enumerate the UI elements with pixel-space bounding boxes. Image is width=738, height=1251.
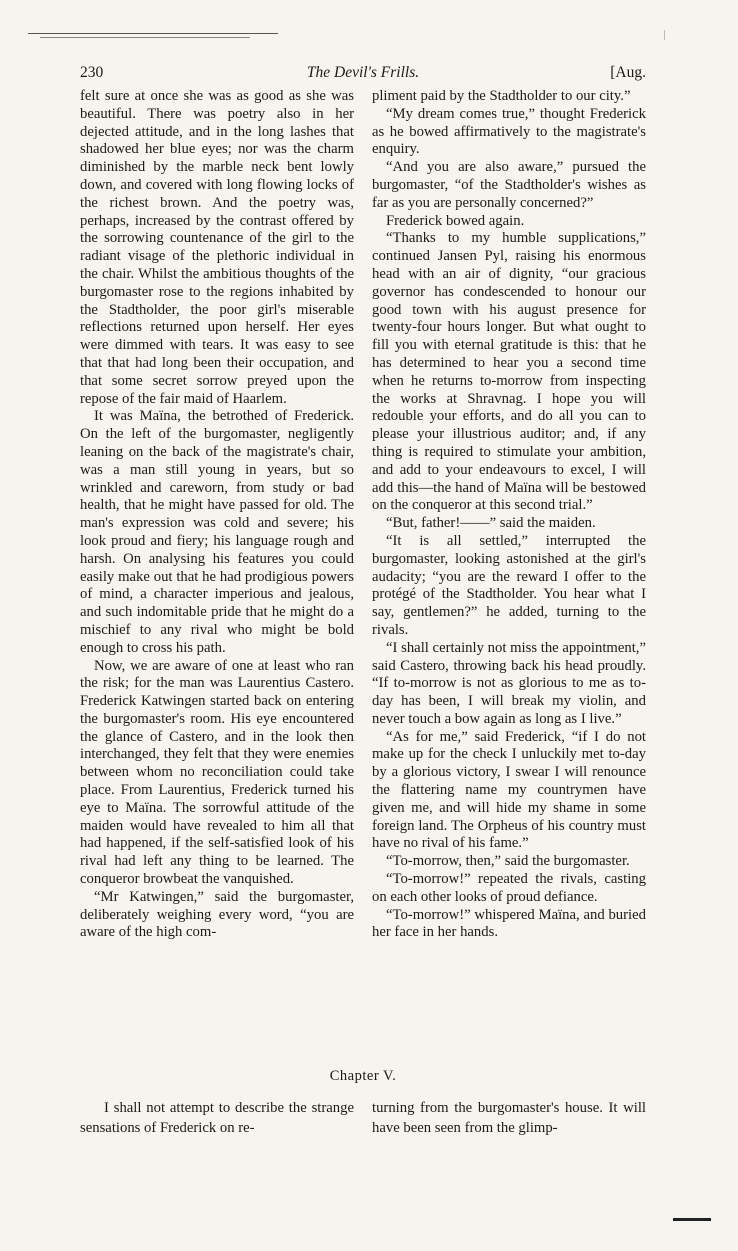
paragraph: “Thanks to my humble supplications,” continued Jansen Pyl, raising his enormous head with an air of dignity, “our gracious governor has condescended to honour our good town with his august presence for twenty-four hours longer. But what ought to fill you with eternal gratitude is this: that he has determined to hear you a second time when he returns to-morrow from inspecting the works at Shravnag. I hope you will redouble your efforts, and do all you can to please your illustrious auditor; and, if any thing is required to stimulate your ambition, and add to your endeavours to excel, I will add this—the hand of Maïna will be bestowed on the conqueror at this second trial.” bbox=[372, 230, 646, 514]
running-title: The Devil's Frills. bbox=[306, 64, 420, 81]
paragraph: “As for me,” said Frederick, “if I do not make up for the check I unluckily met to-day by a glorious victory, I swear I will renounce the flattering name my countrymen have given me, and will hide my shame in some foreign land. The Orpheus of his country must have no rival of his fame.” bbox=[372, 728, 646, 852]
chapter-right-column bbox=[372, 1099, 646, 1138]
paragraph: I shall not attempt to describe the strange sensations of Frederick on re- bbox=[80, 1100, 354, 1136]
right-column bbox=[372, 88, 646, 942]
paragraph: “My dream comes true,” thought Frederick as he bowed affirmatively to the magistrate's enquiry. bbox=[372, 105, 646, 158]
paragraph: Frederick bowed again. bbox=[386, 212, 525, 229]
paragraph: “But, father!——” said the maiden. bbox=[386, 515, 596, 532]
paragraph: “I shall certainly not miss the appointment,” said Castero, throwing back his head proudly. “If to-morrow is not as glorious to me as to-day has been, I will break my violin, and never touch a bow again as long as I live.” bbox=[372, 639, 646, 727]
page-header bbox=[80, 64, 646, 86]
paragraph: turning from the burgomaster's house. It will have been seen from the glimp- bbox=[372, 1100, 646, 1136]
chapter-heading: Chapter V. bbox=[329, 1068, 397, 1084]
corner-mark bbox=[673, 1218, 711, 1221]
margin-mark bbox=[664, 30, 665, 40]
page-number: 230 bbox=[80, 64, 104, 81]
paragraph: felt sure at once she was as good as she was beautiful. There was poetry also in her dejected attitude, and in the long lashes that shadowed her blue eyes; nor was the charm diminished by the marble neck bent lowly down, and covered with long flowing locks of the richest brown. And the poetry was, perhaps, increased by the contrast offered by the sorrowing countenance of the girl to the radiant visage of the plethoric individual in the chair. Whilst the ambitious thoughts of the burgomaster rose to the regions inhabited by the Stadtholder, the poor girl's miserable reflections returned upon herself. Her eyes were dimmed with tears. It was easy to see that that had long been their occupation, and that some secret sorrow preyed upon the repose of the fair maid of Haarlem. bbox=[80, 88, 354, 407]
paragraph: pliment paid by the Stadtholder to our city.” bbox=[372, 88, 631, 104]
paragraph: “To-morrow, then,” said the burgomaster. bbox=[386, 853, 630, 870]
left-column bbox=[80, 88, 354, 942]
paragraph: “And you are also aware,” pursued the burgomaster, “of the Stadtholder's wishes as far as you are personally concerned?” bbox=[372, 159, 646, 211]
issue-month: [Aug. bbox=[610, 64, 646, 81]
paragraph: It was Maïna, the betrothed of Frederick. On the left of the burgomaster, negligently leaning on the back of the magistrate's chair, was a man still young in years, but so wrinkled and careworn, from study or bad health, that he might have passed for old. The man's expression was cold and severe; his look proud and fiery; his language rough and harsh. On analysing his features you could easily make out that he had prodigious powers of mind, a character imperious and jealous, and such indomitable pride that he might do a mischief to any rival who might be bold enough to cross his path. bbox=[80, 408, 354, 656]
chapter-left-column bbox=[80, 1099, 354, 1138]
paragraph: “It is all settled,” interrupted the burgomaster, looking astonished at the girl's audacity; “you are the reward I offer to the protégé of the Stadtholder. You hear what I say, gentlemen?” he added, turning to the rivals. bbox=[372, 532, 646, 638]
header-rule bbox=[28, 33, 278, 34]
paragraph: Now, we are aware of one at least who ran the risk; for the man was Laurentius Castero. Frederick Katwingen started back on entering the burgomaster's room. His eye encountered the glance of Castero, and in the look then interchanged, they felt that they were enemies between whom no reconciliation could take place. From Laurentius, Frederick turned his eye to Maïna. The sorrowful attitude of the maiden would have revealed to him all that had happened, if the self-satisfied look of his rival had left any thing to be learned. The conqueror browbeat the vanquished. bbox=[80, 657, 354, 888]
paragraph: “To-morrow!” whispered Maïna, and buried her face in her hands. bbox=[372, 906, 646, 941]
paragraph: “To-morrow!” repeated the rivals, casting on each other looks of proud defiance. bbox=[372, 871, 646, 905]
paragraph: “Mr Katwingen,” said the burgomaster, deliberately weighing every word, “you are aware of the high com- bbox=[80, 888, 354, 941]
header-rule-secondary bbox=[40, 37, 250, 38]
